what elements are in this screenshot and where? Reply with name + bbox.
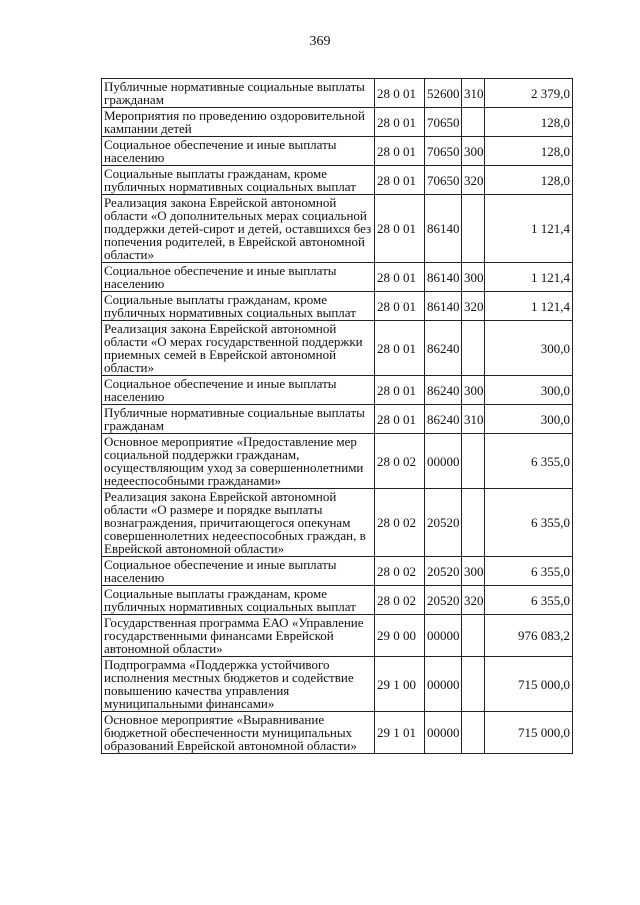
table-row <box>102 137 573 166</box>
row-direction-code-cell: 20520 <box>425 489 462 557</box>
row-expense-type-cell: 300 <box>462 376 485 405</box>
row-expense-type-cell <box>462 657 485 712</box>
row-program-code-cell: 28 0 02 <box>375 434 425 489</box>
table-row <box>102 405 573 434</box>
table-row <box>102 292 573 321</box>
row-expense-type-cell: 310 <box>462 79 485 108</box>
row-name-cell: Реализация закона Еврейской автономной области «О мерах государственной поддержки приемных семей в Еврейской автономной области» <box>102 321 375 376</box>
row-name-cell: Основное мероприятие «Выравнивание бюджетной обеспеченности муниципальных образований Еврейской автономной области» <box>102 712 375 754</box>
row-expense-type-cell: 320 <box>462 166 485 195</box>
row-direction-code-cell: 70650 <box>425 137 462 166</box>
row-expense-type-cell <box>462 434 485 489</box>
row-program-code-cell: 28 0 02 <box>375 557 425 586</box>
row-name-cell: Реализация закона Еврейской автономной области «О размере и порядке выплаты вознаграждения, причитающегося опекунам совершеннолетних недееспособных граждан, в Еврейской автономной области» <box>102 489 375 557</box>
row-direction-code-cell: 86240 <box>425 321 462 376</box>
row-name-cell: Социальное обеспечение и иные выплаты населению <box>102 137 375 166</box>
row-amount-cell: 1 121,4 <box>485 263 573 292</box>
row-amount-cell: 976 083,2 <box>485 615 573 657</box>
row-name-cell: Публичные нормативные социальные выплаты гражданам <box>102 79 375 108</box>
table-row <box>102 195 573 263</box>
budget-table-body <box>102 79 573 754</box>
row-expense-type-cell <box>462 712 485 754</box>
row-expense-type-cell <box>462 195 485 263</box>
row-program-code-cell: 28 0 01 <box>375 137 425 166</box>
table-row <box>102 166 573 195</box>
table-row <box>102 434 573 489</box>
row-program-code-cell: 28 0 01 <box>375 321 425 376</box>
row-direction-code-cell: 86140 <box>425 292 462 321</box>
table-row <box>102 376 573 405</box>
row-program-code-cell: 28 0 01 <box>375 405 425 434</box>
table-row <box>102 489 573 557</box>
row-expense-type-cell: 310 <box>462 405 485 434</box>
table-row <box>102 657 573 712</box>
row-program-code-cell: 28 0 01 <box>375 195 425 263</box>
row-direction-code-cell: 20520 <box>425 586 462 615</box>
row-direction-code-cell: 20520 <box>425 557 462 586</box>
row-name-cell: Государственная программа ЕАО «Управление государственными финансами Еврейской автономной области» <box>102 615 375 657</box>
row-direction-code-cell: 52600 <box>425 79 462 108</box>
row-amount-cell: 6 355,0 <box>485 557 573 586</box>
row-amount-cell: 1 121,4 <box>485 195 573 263</box>
row-program-code-cell: 28 0 02 <box>375 586 425 615</box>
row-name-cell: Социальные выплаты гражданам, кроме публичных нормативных социальных выплат <box>102 166 375 195</box>
row-direction-code-cell: 86240 <box>425 405 462 434</box>
row-expense-type-cell: 300 <box>462 557 485 586</box>
row-amount-cell: 128,0 <box>485 166 573 195</box>
row-amount-cell: 715 000,0 <box>485 712 573 754</box>
row-amount-cell: 128,0 <box>485 137 573 166</box>
row-program-code-cell: 28 0 02 <box>375 489 425 557</box>
table-row <box>102 712 573 754</box>
row-program-code-cell: 28 0 01 <box>375 263 425 292</box>
table-row <box>102 615 573 657</box>
row-direction-code-cell: 86240 <box>425 376 462 405</box>
row-name-cell: Основное мероприятие «Предоставление мер социальной поддержки гражданам, осуществляющим уход за совершеннолетними недееспособными гражданами» <box>102 434 375 489</box>
row-amount-cell: 715 000,0 <box>485 657 573 712</box>
row-direction-code-cell: 00000 <box>425 615 462 657</box>
row-expense-type-cell: 320 <box>462 292 485 321</box>
row-direction-code-cell: 86140 <box>425 263 462 292</box>
row-name-cell: Социальные выплаты гражданам, кроме публичных нормативных социальных выплат <box>102 292 375 321</box>
table-row <box>102 263 573 292</box>
row-amount-cell: 6 355,0 <box>485 586 573 615</box>
row-name-cell: Социальные выплаты гражданам, кроме публичных нормативных социальных выплат <box>102 586 375 615</box>
row-amount-cell: 1 121,4 <box>485 292 573 321</box>
row-name-cell: Реализация закона Еврейской автономной области «О дополнительных мерах социальной поддержки детей-сирот и детей, оставшихся без попечения родителей, в Еврейской автономной области» <box>102 195 375 263</box>
row-name-cell: Социальное обеспечение и иные выплаты населению <box>102 557 375 586</box>
row-expense-type-cell: 300 <box>462 263 485 292</box>
row-amount-cell: 300,0 <box>485 405 573 434</box>
table-row <box>102 586 573 615</box>
row-program-code-cell: 29 0 00 <box>375 615 425 657</box>
row-direction-code-cell: 70650 <box>425 166 462 195</box>
row-program-code-cell: 28 0 01 <box>375 79 425 108</box>
row-direction-code-cell: 00000 <box>425 712 462 754</box>
row-program-code-cell: 28 0 01 <box>375 108 425 137</box>
row-amount-cell: 300,0 <box>485 321 573 376</box>
row-expense-type-cell <box>462 489 485 557</box>
table-row <box>102 321 573 376</box>
row-name-cell: Публичные нормативные социальные выплаты гражданам <box>102 405 375 434</box>
table-row <box>102 108 573 137</box>
row-program-code-cell: 29 1 00 <box>375 657 425 712</box>
row-expense-type-cell <box>462 321 485 376</box>
table-row <box>102 557 573 586</box>
page-number: 369 <box>309 34 331 49</box>
row-expense-type-cell: 320 <box>462 586 485 615</box>
row-amount-cell: 128,0 <box>485 108 573 137</box>
row-name-cell: Подпрограмма «Поддержка устойчивого исполнения местных бюджетов и содействие повышению качества управления муниципальными финансами» <box>102 657 375 712</box>
row-direction-code-cell: 00000 <box>425 657 462 712</box>
row-amount-cell: 6 355,0 <box>485 489 573 557</box>
row-direction-code-cell: 00000 <box>425 434 462 489</box>
row-program-code-cell: 28 0 01 <box>375 376 425 405</box>
row-name-cell: Социальное обеспечение и иные выплаты населению <box>102 376 375 405</box>
row-amount-cell: 6 355,0 <box>485 434 573 489</box>
row-amount-cell: 2 379,0 <box>485 79 573 108</box>
row-expense-type-cell: 300 <box>462 137 485 166</box>
row-direction-code-cell: 86140 <box>425 195 462 263</box>
row-name-cell: Мероприятия по проведению оздоровительной кампании детей <box>102 108 375 137</box>
row-program-code-cell: 28 0 01 <box>375 166 425 195</box>
row-expense-type-cell <box>462 615 485 657</box>
row-expense-type-cell <box>462 108 485 137</box>
row-program-code-cell: 29 1 01 <box>375 712 425 754</box>
row-name-cell: Социальное обеспечение и иные выплаты населению <box>102 263 375 292</box>
row-program-code-cell: 28 0 01 <box>375 292 425 321</box>
row-direction-code-cell: 70650 <box>425 108 462 137</box>
table-row <box>102 79 573 108</box>
budget-table <box>101 78 573 754</box>
row-amount-cell: 300,0 <box>485 376 573 405</box>
